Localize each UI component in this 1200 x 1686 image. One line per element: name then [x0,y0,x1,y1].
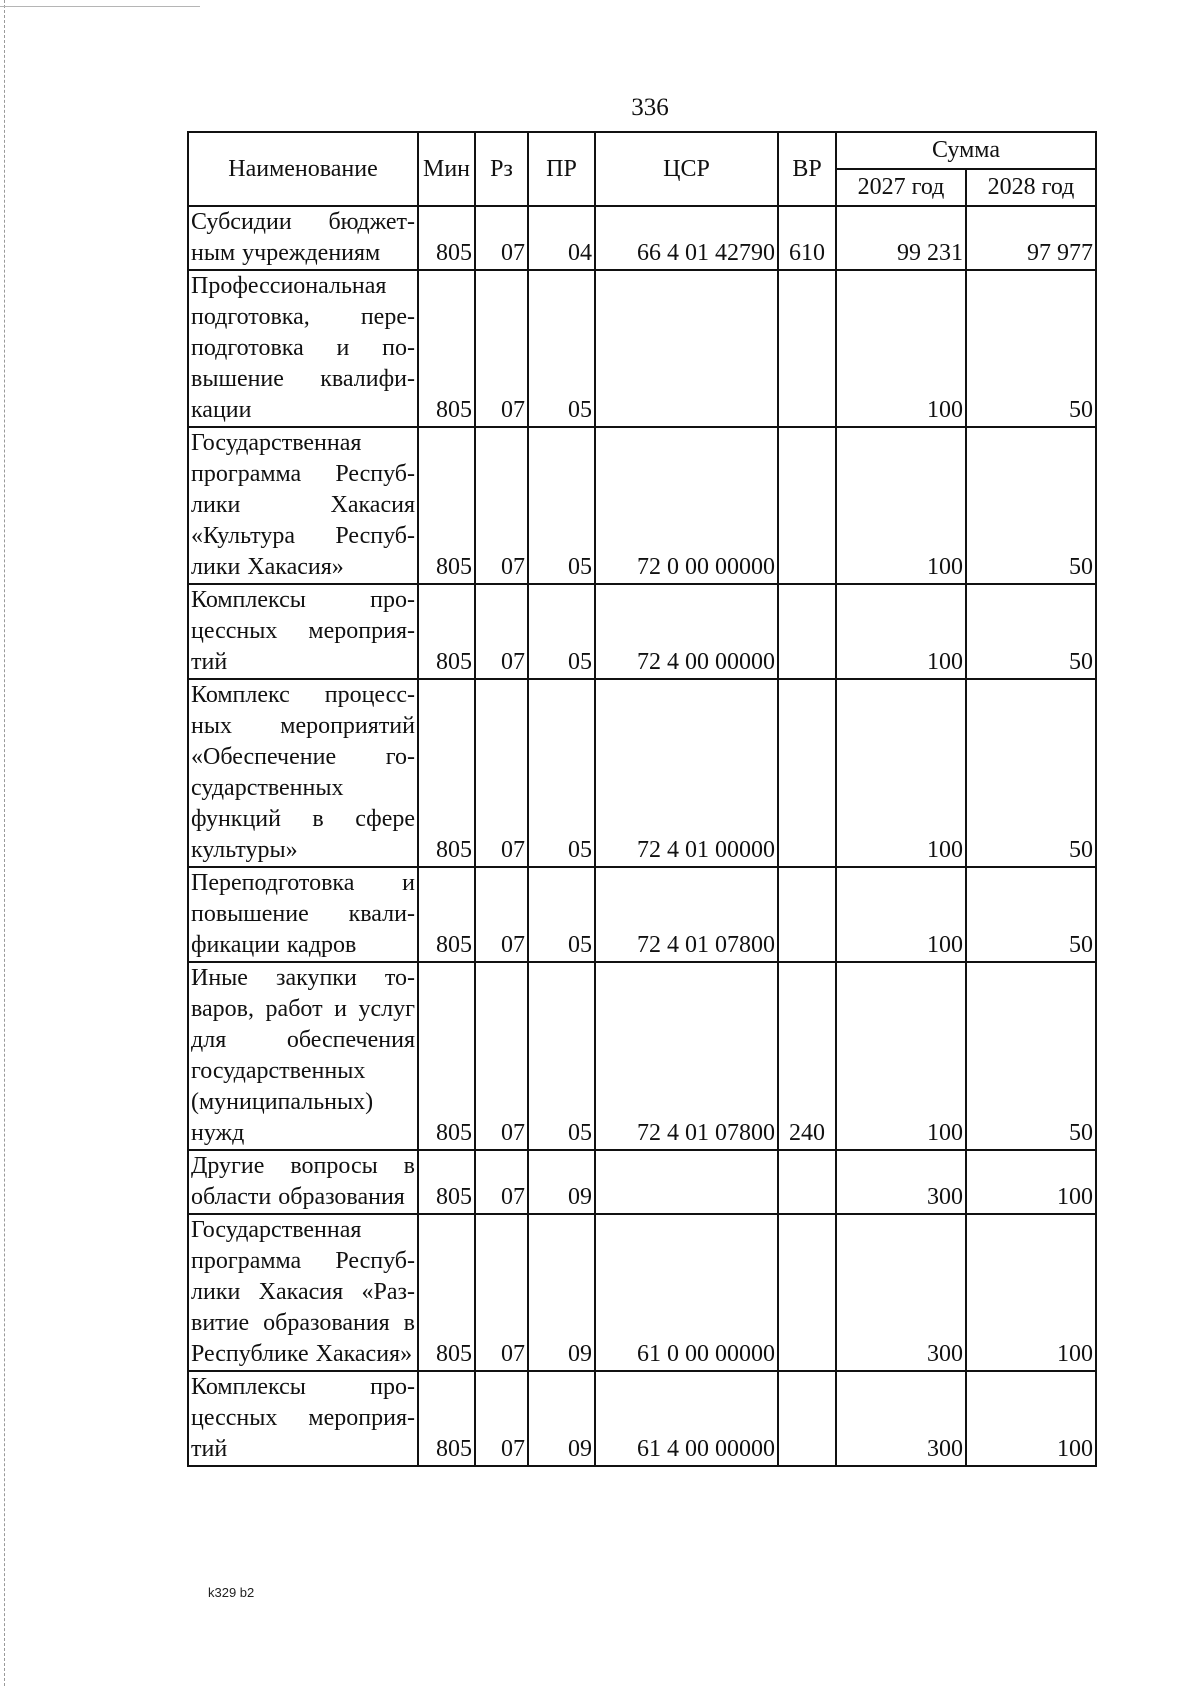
table-row [188,270,1096,427]
row-min: 805 [418,962,475,1150]
scan-top-line [0,6,200,7]
row-min: 805 [418,867,475,962]
row-name: Профессиональная подготовка, переподготовка и повышение квалификации [188,270,418,427]
table-row [188,206,1096,270]
row-name: Другие вопросы в области образования [188,1150,418,1214]
scan-edge-line [4,0,5,1686]
row-min: 805 [418,584,475,679]
row-rz: 07 [475,1371,528,1466]
table-row [188,427,1096,584]
header-rz: Рз [475,132,528,206]
row-rz: 07 [475,679,528,867]
row-rz: 07 [475,270,528,427]
row-csr: 66 4 01 42790 [595,206,778,270]
table-body [188,206,1096,1466]
footer-code: k329 b2 [208,1585,255,1600]
row-sum-2027: 300 [836,1371,966,1466]
row-rz: 07 [475,427,528,584]
row-csr: 72 4 00 00000 [595,584,778,679]
row-csr: 72 0 00 00000 [595,427,778,584]
row-pr: 09 [528,1214,595,1371]
budget-table [187,131,1097,1467]
header-csr: ЦСР [595,132,778,206]
table-row [188,1214,1096,1371]
row-sum-2028: 50 [966,679,1096,867]
row-name: Государственная программа Республики Хакасия «Культура Республики Хакасия» [188,427,418,584]
row-csr: 72 4 01 07800 [595,962,778,1150]
row-sum-2028: 97 977 [966,206,1096,270]
row-vr [778,1150,836,1214]
row-sum-2028: 100 [966,1214,1096,1371]
row-pr: 05 [528,427,595,584]
table-row [188,867,1096,962]
row-vr [778,1214,836,1371]
row-rz: 07 [475,1214,528,1371]
header-name: Наименование [188,132,418,206]
row-min: 805 [418,1371,475,1466]
row-sum-2027: 300 [836,1214,966,1371]
row-name: Комплекс процессных мероприятий «Обеспечение государственных функций в сфере культуры» [188,679,418,867]
row-sum-2028: 50 [966,867,1096,962]
header-min: Мин [418,132,475,206]
row-name: Комплексы процессных мероприятий [188,584,418,679]
row-rz: 07 [475,584,528,679]
row-csr: 72 4 01 07800 [595,867,778,962]
row-csr [595,270,778,427]
row-sum-2028: 100 [966,1150,1096,1214]
row-vr: 240 [778,962,836,1150]
row-sum-2027: 100 [836,427,966,584]
row-pr: 05 [528,679,595,867]
row-min: 805 [418,1214,475,1371]
row-min: 805 [418,206,475,270]
row-name: Комплексы процессных мероприятий [188,1371,418,1466]
row-csr: 61 4 00 00000 [595,1371,778,1466]
row-sum-2027: 100 [836,867,966,962]
page-number: 336 [631,94,669,121]
header-year-2027: 2027 год [836,169,966,206]
row-pr: 05 [528,867,595,962]
row-vr: 610 [778,206,836,270]
row-vr [778,427,836,584]
row-name: Переподготовка и повышение квалификации кадров [188,867,418,962]
row-name: Иные закупки товаров, работ и услуг для обеспечения государственных (муниципальных) нужд [188,962,418,1150]
row-min: 805 [418,679,475,867]
table-row [188,1371,1096,1466]
row-pr: 09 [528,1150,595,1214]
row-min: 805 [418,270,475,427]
row-sum-2028: 50 [966,427,1096,584]
row-name: Субсидии бюджетным учреждениям [188,206,418,270]
row-sum-2027: 99 231 [836,206,966,270]
row-pr: 04 [528,206,595,270]
row-vr [778,270,836,427]
row-rz: 07 [475,962,528,1150]
row-pr: 09 [528,1371,595,1466]
table-row [188,962,1096,1150]
table-row [188,584,1096,679]
row-min: 805 [418,1150,475,1214]
row-min: 805 [418,427,475,584]
row-sum-2028: 50 [966,962,1096,1150]
row-sum-2028: 100 [966,1371,1096,1466]
row-vr [778,679,836,867]
row-sum-2027: 100 [836,962,966,1150]
row-vr [778,867,836,962]
row-sum-2027: 100 [836,270,966,427]
row-rz: 07 [475,867,528,962]
table-row [188,1150,1096,1214]
row-sum-2027: 100 [836,584,966,679]
row-rz: 07 [475,206,528,270]
row-pr: 05 [528,270,595,427]
table-row [188,679,1096,867]
row-sum-2027: 100 [836,679,966,867]
table-header [188,132,1096,206]
row-pr: 05 [528,962,595,1150]
row-rz: 07 [475,1150,528,1214]
header-vr: ВР [778,132,836,206]
header-sum: Сумма [836,132,1096,169]
row-csr [595,1150,778,1214]
row-pr: 05 [528,584,595,679]
row-sum-2028: 50 [966,584,1096,679]
row-csr: 61 0 00 00000 [595,1214,778,1371]
header-year-2028: 2028 год [966,169,1096,206]
row-sum-2027: 300 [836,1150,966,1214]
row-vr [778,584,836,679]
row-csr: 72 4 01 00000 [595,679,778,867]
row-name: Государственная программа Республики Хакасия «Развитие образования в Республике Хакасия» [188,1214,418,1371]
row-vr [778,1371,836,1466]
header-pr: ПР [528,132,595,206]
row-sum-2028: 50 [966,270,1096,427]
